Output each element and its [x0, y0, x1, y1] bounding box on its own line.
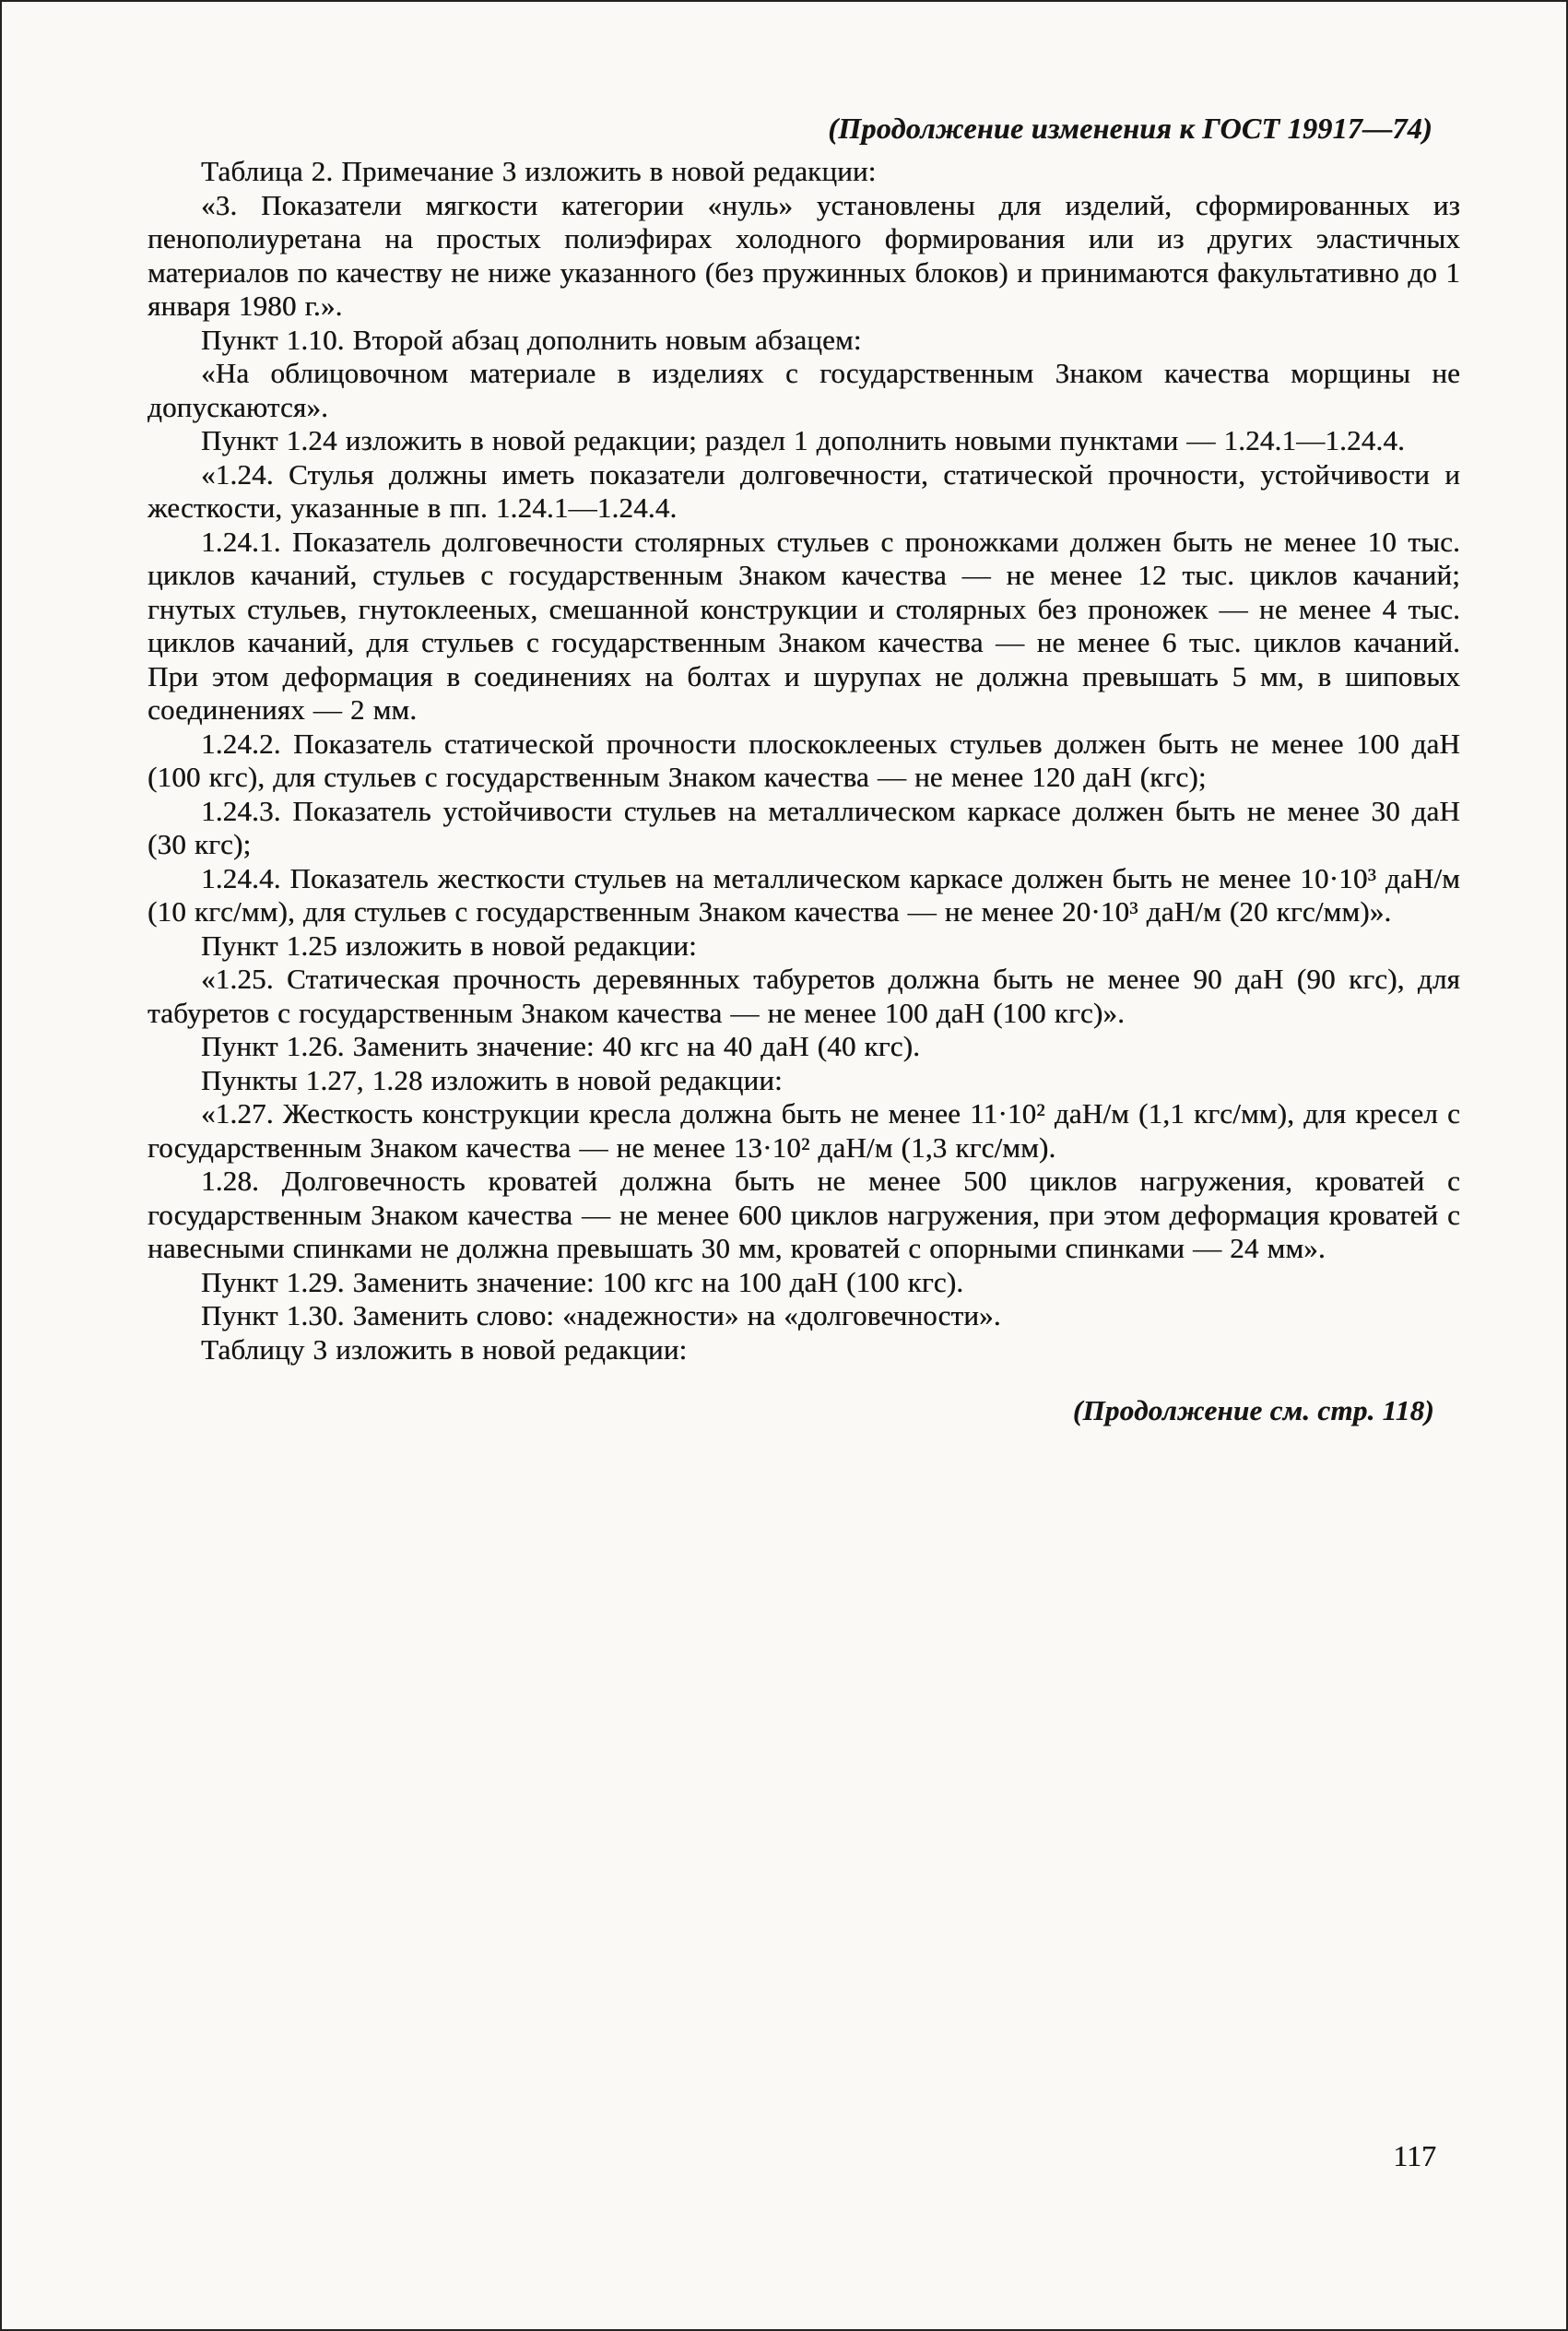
paragraph: Пункт 1.26. Заменить значение: 40 кгс на 40 даН (40 кгс). — [201, 1030, 921, 1062]
paragraph: Пункт 1.30. Заменить слово: «надежности» на «долговечности». — [201, 1299, 1001, 1331]
paragraph: 1.24.2. Показатель статической прочности плоскоклееных стульев должен быть не менее 100 даН (100 кгс), для стульев с государственным Знаком качества — не менее 120 даН (кгс); — [147, 727, 1460, 793]
text-block — [147, 111, 1460, 1427]
continuation-footer: (Продолжение см. стр. 118) — [1072, 1394, 1434, 1426]
paragraph: Пункт 1.29. Заменить значение: 100 кгс на 100 даН (100 кгс). — [201, 1265, 964, 1298]
paragraph: Пункт 1.25 изложить в новой редакции: — [201, 929, 697, 962]
paragraph: Пункты 1.27, 1.28 изложить в новой редакции: — [201, 1063, 783, 1096]
continuation-header: (Продолжение изменения к ГОСТ 19917—74) — [828, 112, 1432, 145]
paragraph: Пункт 1.24 изложить в новой редакции; раздел 1 дополнить новыми пунктами — 1.24.1—1.24.4. — [201, 424, 1405, 456]
paragraph: Таблица 2. Примечание 3 изложить в новой редакции: — [201, 155, 877, 187]
paragraph: «3. Показатели мягкости категории «нуль» установлены для изделий, сформированных из пенополиуретана на простых полиэфирах холодного формирования или из других эластичных материалов по качеству не ниже указанного (без пружинных блоков) и принимаются факультативно до 1 января 1980 г.». — [147, 188, 1460, 322]
paragraph: 1.24.4. Показатель жесткости стульев на металлическом каркасе должен быть не менее 10·10³ даН/м (10 кгс/мм), для стульев с государственным Знаком качества — не менее 20·10³ даН/м (20 кгс/мм)». — [147, 861, 1460, 928]
paragraph: Пункт 1.10. Второй абзац дополнить новым абзацем: — [201, 323, 862, 356]
paragraph: 1.24.3. Показатель устойчивости стульев на металлическом каркасе должен быть не менее 30 даН (30 кгс); — [147, 794, 1460, 860]
paragraph: 1.24.1. Показатель долговечности столярных стульев с проножками должен быть не менее 10 тыс. циклов качаний, стульев с государственным Знаком качества — не менее 12 тыс. циклов качаний; гнутых стульев, гнутоклееных, смешанной конструкции и столярных без проножек — не менее 4 тыс. циклов качаний, для стульев с государственным Знаком качества — не менее 6 тыс. циклов качаний. При этом деформация в соединениях на болтах и шурупах не должна превышать 5 мм, в шиповых соединениях — 2 мм. — [147, 525, 1460, 726]
paragraph: 1.28. Долговечность кроватей должна быть не менее 500 циклов нагружения, кроватей с государственным Знаком качества — не менее 600 циклов нагружения, при этом деформация кроватей с навесными спинками не должна превышать 30 мм, кроватей с опорными спинками — 24 мм». — [147, 1165, 1460, 1264]
paragraph: «1.25. Статическая прочность деревянных табуретов должна быть не менее 90 даН (90 кгс), для табуретов с государственным Знаком качества — не менее 100 даН (100 кгс)». — [147, 963, 1460, 1029]
paragraph: «На облицовочном материале в изделиях с государственным Знаком качества морщины не допускаются». — [147, 357, 1460, 423]
paragraph: «1.24. Стулья должны иметь показатели долговечности, статической прочности, устойчивости и жесткости, указанные в пп. 1.24.1—1.24.4. — [147, 457, 1460, 524]
paragraph: Таблицу 3 изложить в новой редакции: — [201, 1332, 688, 1366]
paragraph: «1.27. Жесткость конструкции кресла должна быть не менее 11·10² даН/м (1,1 кгс/мм), для кресел с государственным Знаком качества — не менее 13·10² даН/м (1,3 кгс/мм). — [147, 1097, 1460, 1164]
page-number: 117 — [1393, 2139, 1436, 2172]
